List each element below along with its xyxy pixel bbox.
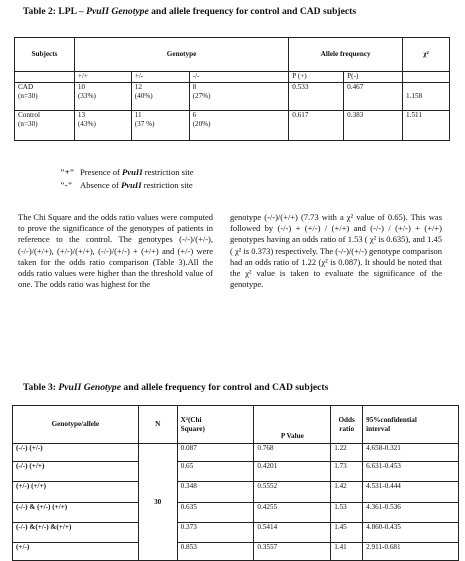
cell-pm — [131, 111, 189, 141]
cell-genotype: (-/-) (+/+) — [13, 462, 139, 482]
table3-row — [13, 444, 459, 462]
pm-percent: (37 %) — [134, 119, 155, 128]
header-chi-square: χ² — [403, 38, 450, 72]
cell-n: 30 — [138, 444, 177, 561]
legend-suffix: restriction site — [142, 167, 194, 177]
cell-chi: 0.65 — [177, 462, 254, 482]
cell-odds: 1.73 — [331, 462, 363, 482]
table3-title-suffix: and allele frequency for control and CAD subjects — [121, 382, 329, 393]
cell-ci: 4.658-0.321 — [363, 444, 459, 462]
cell-chi: 0.348 — [177, 482, 254, 503]
cell-odds: 1.45 — [331, 523, 363, 543]
header-chi-line2: Square) — [180, 424, 205, 433]
body-paragraph-right: genotype (-/-)/(+/+) (7.73 with a χ² value of 0.65). This was followed by (-/-) + (+/-) / (+/+) and (-/-) / (+/-) + (+/+) genotypes having an odds ratio of 1.53 ( χ² is 0.635), and 1.45 ( χ² is 0.373) respectively. The (-/-)/(+/-) genotype comparison had an odds ratio of 1.22 (χ² is 0.087). It should be noted that the χ² value is taken to evaluate the significance of the genotype. — [230, 212, 442, 290]
cell-pp — [74, 83, 131, 111]
table3-row — [13, 543, 459, 561]
table2-row-cad — [15, 83, 450, 111]
table3-row — [13, 482, 459, 503]
cell-p: 0.4201 — [254, 462, 331, 482]
cell-p: 0.3557 — [254, 543, 331, 561]
pm-count: 12 — [134, 83, 142, 91]
header-confidence-interval — [363, 406, 459, 444]
cell-p: 0.4255 — [254, 503, 331, 523]
header-odds-line1: Odds — [338, 415, 355, 424]
cell-p: 0.768 — [254, 444, 331, 462]
legend-presence — [60, 167, 194, 177]
subject-label: Control — [18, 111, 40, 119]
table2-row-control — [15, 111, 450, 141]
table2-title-italic: PvuII Genotype — [86, 6, 149, 17]
header-odds-ratio — [331, 406, 363, 444]
cell-odds: 1.53 — [331, 503, 363, 523]
pm-percent: (40%) — [134, 91, 153, 100]
legend-absence — [60, 180, 193, 190]
legend-suffix: restriction site — [141, 180, 193, 190]
legend-symbol: "+" — [60, 167, 75, 177]
header-chi-line1: X²(Chi — [180, 415, 202, 424]
header-subjects: Subjects — [15, 38, 75, 72]
header-n: N — [138, 406, 177, 444]
header-p-value: P Value — [254, 406, 331, 444]
legend-enzyme: PvuII — [122, 167, 143, 177]
header-ci-line1: 95%confidential — [366, 415, 417, 424]
cell-genotype: (-/-) & (+/-) (+/+) — [13, 503, 139, 523]
cell-odds: 1.41 — [331, 543, 363, 561]
subheader-empty — [15, 72, 75, 83]
table2 — [14, 37, 450, 141]
legend-text: Presence of — [80, 167, 122, 177]
legend-text: Absence of — [80, 180, 122, 190]
cell-ci: 6.631-0.453 — [363, 462, 459, 482]
cell-p: 0.5552 — [254, 482, 331, 503]
subheader-mm: -/- — [189, 72, 289, 83]
cell-ci: 2.911-0.681 — [363, 543, 459, 561]
cell-genotype: (+/-) — [13, 543, 139, 561]
table3-title-italic: PvuII Genotype — [58, 382, 121, 393]
cell-p-plus: 0.533 — [289, 83, 344, 111]
cell-ci: 4.361-0.536 — [363, 503, 459, 523]
body-paragraph-left: The Chi Square and the odds ratio values were computed to prove the significance of the genotypes of patients in reference to the control. The genotypes (-/-)/(+/-), (-/-)/(+/+), (+/-)/(+/+), (-/-)/(+/-) + (+/+) and (+/-) were taken for the odds ratio comparison (Table 3).All the odds ratio values were higher than the threshold value of one. The odds ratio was highest for the — [18, 212, 213, 290]
cell-genotype: (-/-) &(+/-) &(+/+) — [13, 523, 139, 543]
table2-title — [23, 6, 356, 17]
mm-count: 6 — [192, 111, 197, 119]
mm-percent: (20%) — [192, 119, 211, 128]
table3-row — [13, 462, 459, 482]
cell-p-minus: 0.383 — [344, 111, 403, 141]
cell-ci: 4.860-0.435 — [363, 523, 459, 543]
cell-mm — [189, 111, 289, 141]
legend-enzyme: PvuII — [121, 180, 142, 190]
table3 — [12, 405, 459, 561]
cell-subject — [15, 111, 75, 141]
pp-count: 10 — [77, 83, 86, 91]
subheader-pp: +/+ — [74, 72, 131, 83]
cell-genotype: (-/-) (+/-) — [13, 444, 139, 462]
legend-symbol: "-" — [60, 180, 73, 190]
header-chi-square — [177, 406, 254, 444]
table2-title-prefix: Table 2: LPL – — [23, 6, 87, 17]
pm-count: 11 — [134, 111, 142, 119]
cell-mm — [189, 83, 289, 111]
subheader-p-minus: P(-) — [344, 72, 403, 83]
cell-chi: 0.373 — [177, 523, 254, 543]
subheader-empty — [403, 72, 450, 83]
subject-n: (n=30) — [18, 91, 38, 100]
cell-chi: 0.635 — [177, 503, 254, 523]
header-odds-line2: ratio — [339, 424, 355, 433]
cell-subject — [15, 83, 75, 111]
subheader-p-plus: P (+) — [289, 72, 344, 83]
cell-odds: 1.22 — [331, 444, 363, 462]
subject-n: (n=30) — [18, 119, 38, 128]
header-genotype: Genotype — [74, 38, 288, 72]
cell-chi: 0.853 — [177, 543, 254, 561]
header-genotype-allele: Genotype/allele — [13, 406, 139, 444]
cell-chi: 1.158 — [403, 83, 450, 111]
table3-title — [23, 382, 328, 393]
cell-p-plus: 0.617 — [289, 111, 344, 141]
pp-count: 13 — [77, 111, 86, 119]
header-ci-line2: interval — [366, 424, 391, 433]
cell-pm — [131, 83, 189, 111]
table2-title-suffix: and allele frequency for control and CAD subjects — [148, 6, 357, 17]
cell-pp — [74, 111, 131, 141]
subject-label: CAD — [18, 83, 34, 91]
pp-percent: (43%) — [77, 119, 96, 128]
cell-odds: 1.42 — [331, 482, 363, 503]
cell-chi: 0.087 — [177, 444, 254, 462]
cell-p: 0.5414 — [254, 523, 331, 543]
cell-p-minus: 0.467 — [344, 83, 403, 111]
cell-chi: 1.511 — [403, 111, 450, 141]
cell-ci: 4.531-0.444 — [363, 482, 459, 503]
mm-count: 8 — [192, 83, 197, 91]
table3-row — [13, 523, 459, 543]
subheader-pm: +/- — [131, 72, 189, 83]
cell-genotype: (+/-) (+/+) — [13, 482, 139, 503]
mm-percent: (27%) — [192, 91, 211, 100]
table3-row — [13, 503, 459, 523]
header-allele-frequency: Allele frequency — [289, 38, 403, 72]
table3-title-prefix: Table 3: — [23, 382, 59, 393]
pp-percent: (33%) — [77, 91, 96, 100]
